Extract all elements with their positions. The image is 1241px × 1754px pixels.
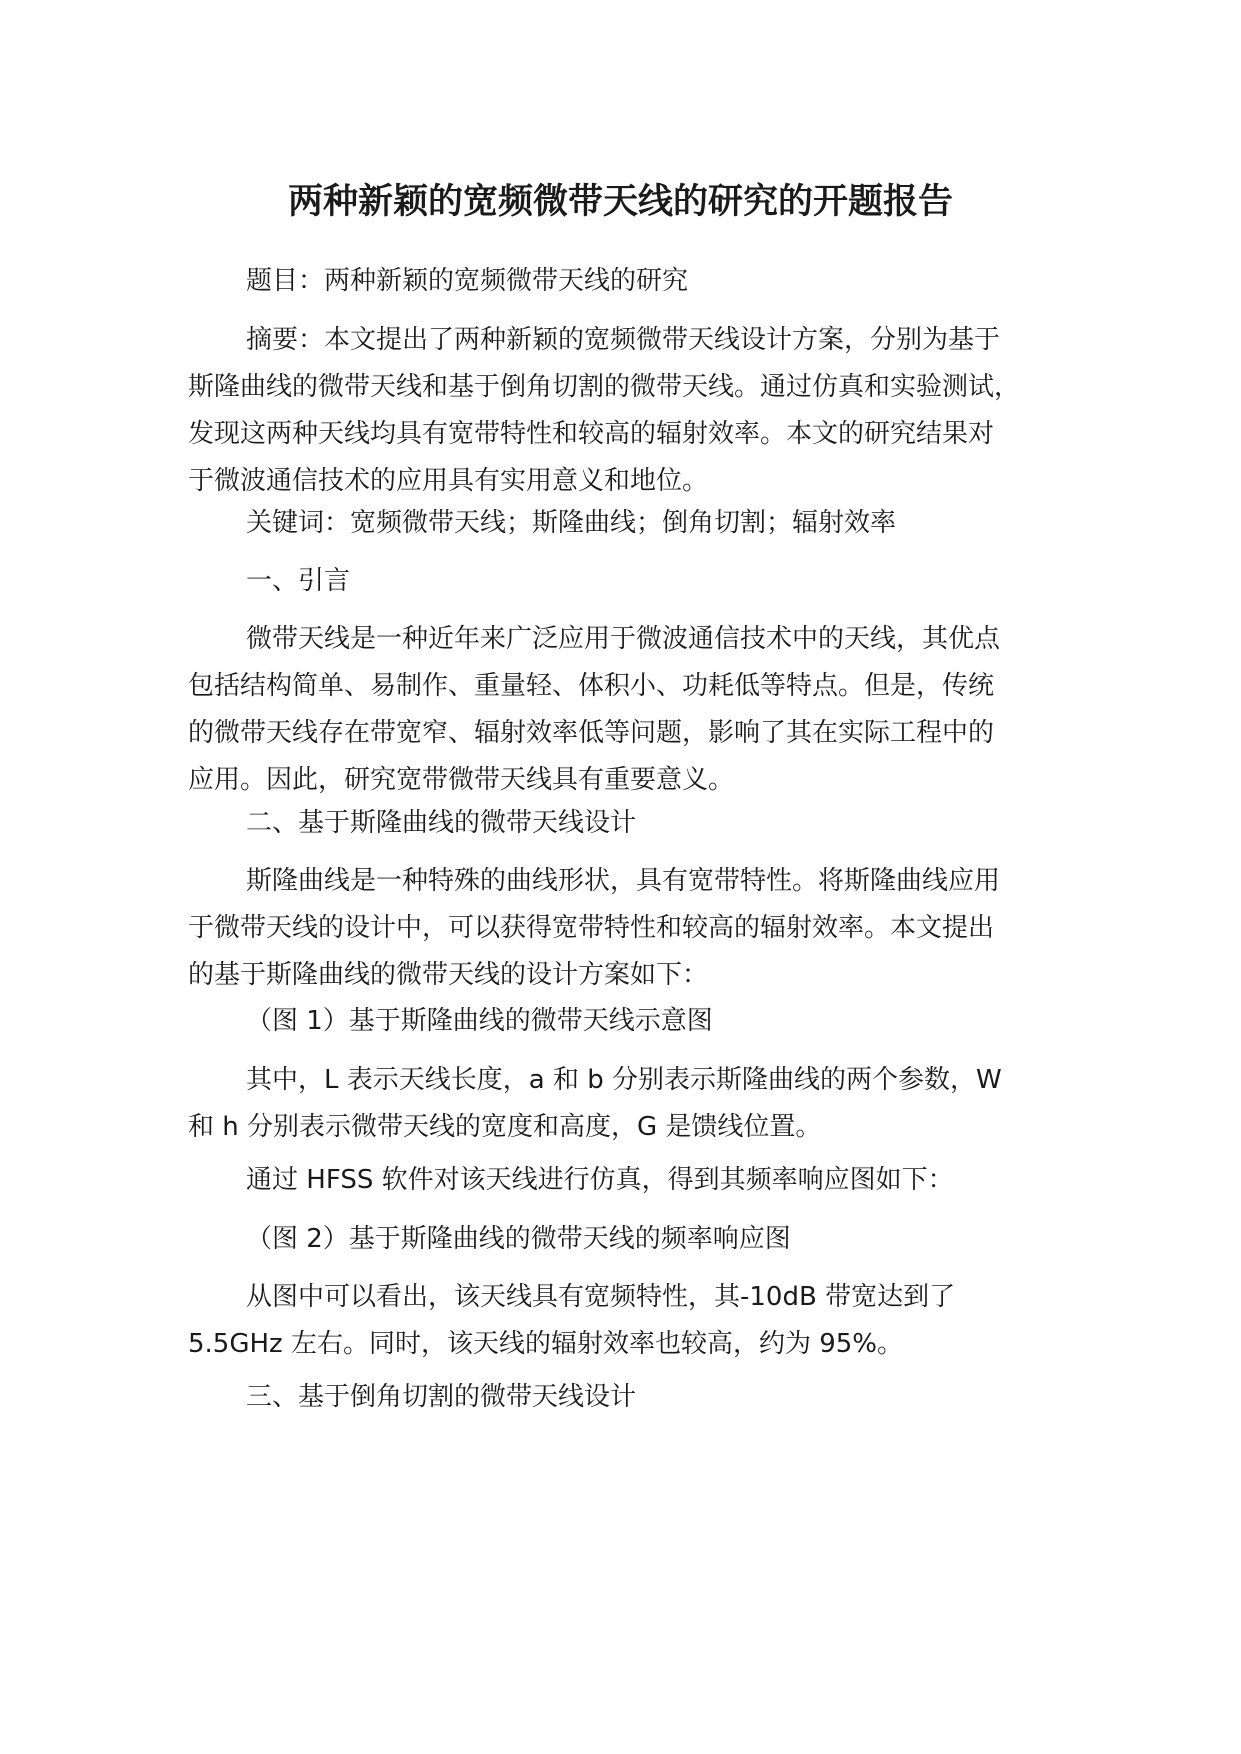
section2-heading: 二、基于斯隆曲线的微带天线设计 (246, 808, 637, 838)
section1-heading: 一、引言 (246, 566, 351, 596)
abstract-line: 摘要：本文提出了两种新颖的宽频微带天线设计方案，分别为基于 (246, 325, 1001, 355)
figure2-result (188, 1274, 1088, 1368)
figure2-caption: （图 2）基于斯隆曲线的微带天线的频率响应图 (246, 1224, 791, 1254)
abstract-line: 于微波通信技术的应用具有实用意义和地位。 (188, 466, 709, 496)
document-title: 两种新颖的宽频微带天线的研究的开题报告 (287, 182, 953, 222)
section2-line: 的基于斯隆曲线的微带天线的设计方案如下： (188, 960, 709, 990)
topic-line: 题目：两种新颖的宽频微带天线的研究 (246, 266, 689, 296)
keywords-line: 关键词：宽频微带天线；斯隆曲线；倒角切割；辐射效率 (246, 508, 897, 538)
abstract-paragraph (188, 317, 1088, 505)
section2-paragraph (188, 858, 1088, 999)
figure1-desc-line: 其中，L 表示天线长度，a 和 b 分别表示斯隆曲线的两个参数，W (246, 1065, 1002, 1095)
section2-line: 斯隆曲线是一种特殊的曲线形状，具有宽带特性。将斯隆曲线应用 (246, 866, 1001, 896)
section2-line: 于微带天线的设计中，可以获得宽带特性和较高的辐射效率。本文提出 (188, 913, 995, 943)
section1-paragraph (188, 616, 1088, 804)
section1-line: 的微带天线存在带宽窄、辐射效率低等问题，影响了其在实际工程中的 (188, 718, 995, 748)
figure2-result-line: 从图中可以看出，该天线具有宽频特性，其-10dB 带宽达到了 (246, 1282, 956, 1312)
abstract-line: 发现这两种天线均具有宽带特性和较高的辐射效率。本文的研究结果对 (188, 419, 995, 449)
section1-line: 应用。因此，研究宽带微带天线具有重要意义。 (188, 765, 735, 795)
simulation-intro: 通过 HFSS 软件对该天线进行仿真，得到其频率响应图如下： (246, 1165, 954, 1195)
figure1-desc-line: 和 h 分别表示微带天线的宽度和高度，G 是馈线位置。 (188, 1112, 822, 1142)
figure2-result-line: 5.5GHz 左右。同时，该天线的辐射效率也较高，约为 95%。 (188, 1329, 904, 1359)
abstract-line: 斯隆曲线的微带天线和基于倒角切割的微带天线。通过仿真和实验测试， (188, 372, 1021, 402)
figure1-description (188, 1057, 1088, 1151)
figure1-caption: （图 1）基于斯隆曲线的微带天线示意图 (246, 1006, 713, 1036)
section3-heading: 三、基于倒角切割的微带天线设计 (246, 1382, 637, 1412)
section1-line: 微带天线是一种近年来广泛应用于微波通信技术中的天线，其优点 (246, 624, 1001, 654)
section1-line: 包括结构简单、易制作、重量轻、体积小、功耗低等特点。但是，传统 (188, 671, 995, 701)
